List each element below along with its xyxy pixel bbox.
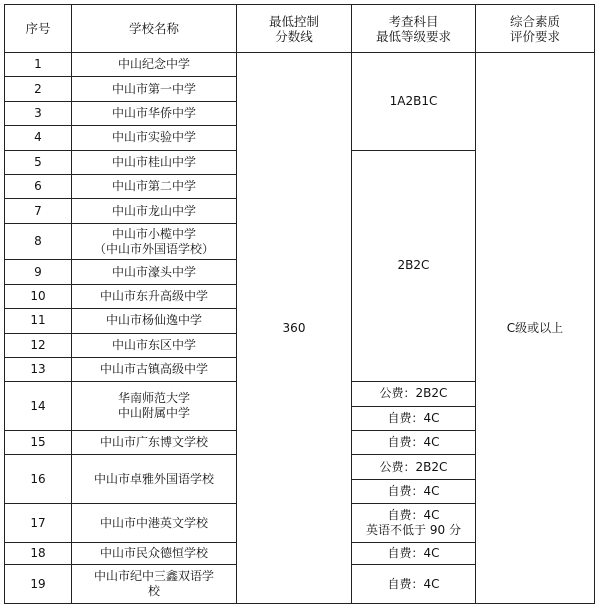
school-name: 中山市龙山中学 [72, 199, 237, 223]
header-quality-req: 综合素质 评价要求 [476, 5, 595, 53]
grade-group-a: 1A2B1C [352, 53, 476, 151]
school-name: 华南师范大学 中山附属中学 [72, 382, 237, 431]
row-number: 2 [5, 77, 72, 101]
school-name: 中山市民众德恒学校 [72, 542, 237, 564]
school-name: 中山纪念中学 [72, 53, 237, 77]
row-number: 15 [5, 431, 72, 455]
subject-requirement: 自费：4C [352, 542, 476, 564]
row-number: 5 [5, 150, 72, 174]
school-name: 中山市东升高级中学 [72, 284, 237, 308]
row-number: 8 [5, 223, 72, 260]
quality-cell: C级或以上 [476, 53, 595, 604]
school-name: 中山市卓雅外国语学校 [72, 455, 237, 504]
header-subject-req: 考查科目 最低等级要求 [352, 5, 476, 53]
row-number: 11 [5, 309, 72, 333]
row-number: 17 [5, 504, 72, 543]
row-number: 3 [5, 101, 72, 125]
school-name: 中山市纪中三鑫双语学 校 [72, 565, 237, 604]
school-name: 中山市第一中学 [72, 77, 237, 101]
row-number: 10 [5, 284, 72, 308]
school-name: 中山市杨仙逸中学 [72, 309, 237, 333]
row-number: 7 [5, 199, 72, 223]
table-row [5, 53, 595, 77]
row-number: 9 [5, 260, 72, 284]
subject-requirement: 公费：2B2C [352, 455, 476, 479]
row-number: 4 [5, 126, 72, 150]
header-index: 序号 [5, 5, 72, 53]
row-number: 16 [5, 455, 72, 504]
header-min-score: 最低控制 分数线 [237, 5, 352, 53]
school-name: 中山市第二中学 [72, 174, 237, 198]
subject-requirement: 公费：2B2C [352, 382, 476, 406]
header-row [5, 5, 595, 53]
school-name: 中山市中港英文学校 [72, 504, 237, 543]
row-number: 14 [5, 382, 72, 431]
subject-requirement: 自费：4C [352, 565, 476, 604]
school-name: 中山市小榄中学 （中山市外国语学校） [72, 223, 237, 260]
school-name: 中山市实验中学 [72, 126, 237, 150]
subject-requirement: 自费：4C [352, 431, 476, 455]
school-name: 中山市华侨中学 [72, 101, 237, 125]
row-number: 19 [5, 565, 72, 604]
row-number: 13 [5, 357, 72, 381]
header-school: 学校名称 [72, 5, 237, 53]
subject-requirement: 自费：4C [352, 406, 476, 430]
school-name: 中山市广东博文学校 [72, 431, 237, 455]
school-name: 中山市东区中学 [72, 333, 237, 357]
school-name: 中山市古镇高级中学 [72, 357, 237, 381]
row-number: 1 [5, 53, 72, 77]
admission-table [4, 4, 595, 604]
row-number: 12 [5, 333, 72, 357]
row-number: 6 [5, 174, 72, 198]
grade-group-b: 2B2C [352, 150, 476, 382]
min-score-cell: 360 [237, 53, 352, 604]
row-number: 18 [5, 542, 72, 564]
school-name: 中山市桂山中学 [72, 150, 237, 174]
subject-requirement: 自费：4C 英语不低于 90 分 [352, 504, 476, 543]
subject-requirement: 自费：4C [352, 479, 476, 503]
school-name: 中山市濠头中学 [72, 260, 237, 284]
